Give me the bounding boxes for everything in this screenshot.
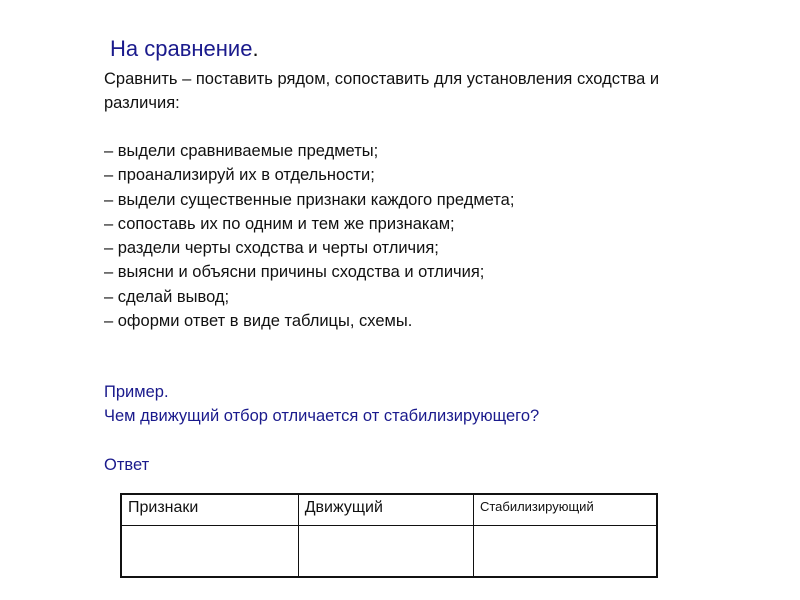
- comparison-table: [120, 493, 658, 578]
- example-label: Пример.: [104, 383, 169, 401]
- answer-label: Ответ: [104, 456, 150, 474]
- title-text: На сравнение: [110, 36, 253, 61]
- table-row: [121, 526, 657, 578]
- list-item: – выдели существенные признаки каждого предмета;: [104, 190, 515, 209]
- steps-list: [104, 139, 514, 333]
- list-item: – оформи ответ в виде таблицы, схемы.: [104, 312, 413, 331]
- list-item: – раздели черты сходства и черты отличия;: [104, 239, 439, 258]
- table-cell[interactable]: [121, 526, 298, 578]
- list-item: – проанализируй их в отдельности;: [104, 166, 375, 185]
- title-dot: .: [252, 36, 259, 61]
- list-item: – выясни и объясни причины сходства и отличия;: [104, 263, 485, 282]
- list-item: – выдели сравниваемые предметы;: [104, 142, 379, 160]
- slide-title: [110, 36, 259, 62]
- header-cell-stabilizing: Стабилизирующий: [473, 494, 657, 526]
- list-item: – сопоставь их по одним и тем же признакам;: [104, 214, 455, 233]
- list-item: – сделай вывод;: [104, 287, 230, 306]
- example-block: [104, 380, 539, 428]
- example-question: Чем движущий отбор отличается от стабилизирующего?: [104, 407, 540, 425]
- header-cell-features: Признаки: [121, 494, 298, 526]
- table-cell[interactable]: [473, 526, 657, 578]
- table-cell[interactable]: [298, 526, 473, 578]
- definition-text: Сравнить – поставить рядом, сопоставить для установления сходства и различия:: [104, 70, 660, 112]
- table-header-row: [121, 494, 657, 526]
- header-cell-directional: Движущий: [298, 494, 473, 526]
